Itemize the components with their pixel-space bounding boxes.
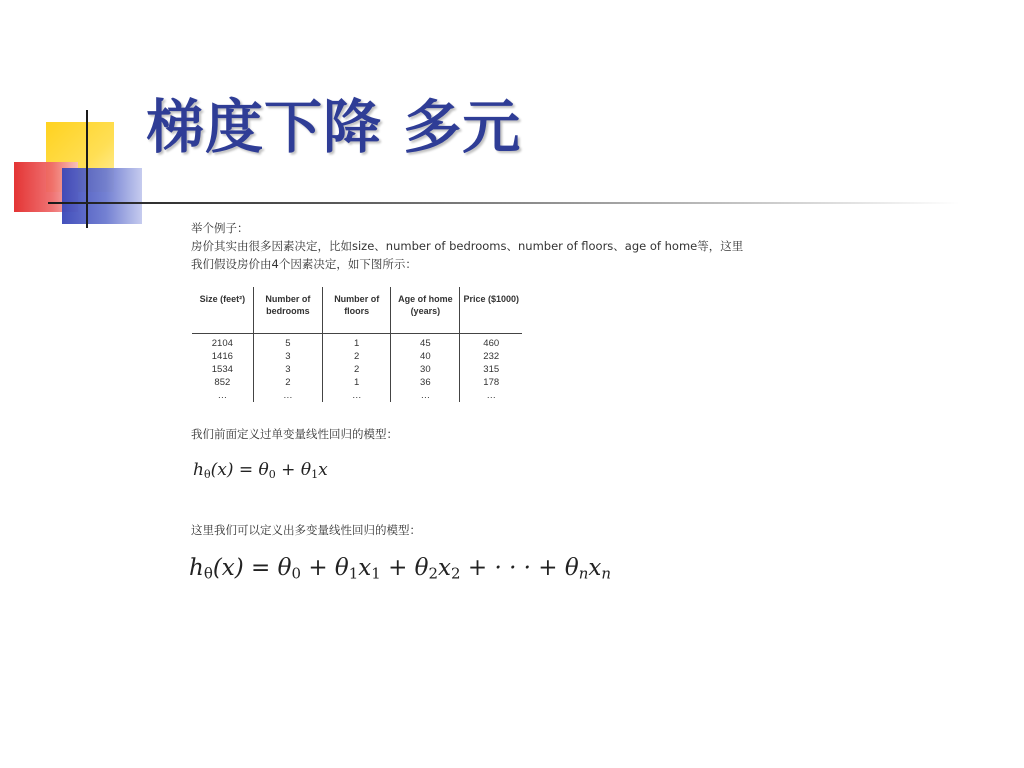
slide-title: 梯度下降 多元: [146, 93, 522, 161]
table-cell: 36: [391, 376, 460, 389]
table-cell: 5: [253, 334, 322, 351]
header-price: Price ($1000): [460, 287, 522, 334]
table-cell: 460: [460, 334, 522, 351]
table-cell: 1416: [211, 351, 233, 362]
table-cell: 3: [253, 363, 322, 376]
header-bedrooms: Number of bedrooms: [253, 287, 322, 334]
table-cell: 178: [460, 376, 522, 389]
single-variable-formula: $h_\theta(x) = \theta_0 + \theta_1x$: [193, 460, 328, 481]
table-cell: 2: [323, 350, 391, 363]
table-cell: 232: [460, 350, 522, 363]
table-cell: 45: [391, 334, 460, 351]
intro-paragraph: [191, 219, 743, 273]
table-row: [192, 389, 522, 402]
table-cell: 1534: [211, 364, 233, 375]
table-cell: 40: [391, 350, 460, 363]
single-model-text: 我们前面定义过单变量线性回归的模型：: [191, 427, 398, 441]
table-cell: 2: [323, 363, 391, 376]
table-cell: 2104: [211, 338, 233, 349]
multi-variable-formula: $h_\theta(x) = \theta_0 + \theta_1x_1 + \theta_2x_2$ + · · · + $\theta_nx_n$: [189, 555, 611, 583]
table-cell: 1: [323, 334, 391, 351]
table-cell: …: [253, 389, 322, 402]
header-size: Size (feet²): [192, 287, 253, 334]
table-cell: 1: [323, 376, 391, 389]
header-age: Age of home (years): [391, 287, 460, 334]
intro-line-3: 我们假设房价由4个因素决定，如下图所示：: [191, 257, 417, 271]
table-cell: 2: [253, 376, 322, 389]
table-row: [192, 363, 522, 376]
table-header-row: [192, 287, 522, 334]
table-cell: 3: [253, 350, 322, 363]
title-underline: [48, 202, 960, 204]
table-cell: …: [217, 390, 228, 401]
decor-blue-square: [62, 168, 142, 224]
decor-vertical-line: [86, 110, 88, 228]
intro-line-2: 房价其实由很多因素决定，比如size、number of bedrooms、number of floors、age of home等，这里: [191, 239, 744, 253]
table-cell: …: [460, 389, 522, 402]
table-cell: …: [391, 389, 460, 402]
intro-line-1: 举个例子：: [191, 221, 249, 235]
table-row: [192, 334, 522, 351]
multi-model-text: 这里我们可以定义出多变量线性回归的模型：: [191, 523, 421, 537]
table-cell: …: [323, 389, 391, 402]
header-floors: Number of floors: [323, 287, 391, 334]
table-cell: 852: [214, 377, 231, 388]
table-row: [192, 376, 522, 389]
housing-data-table: [192, 287, 522, 402]
table-row: [192, 350, 522, 363]
table-cell: 30: [391, 363, 460, 376]
table-cell: 315: [460, 363, 522, 376]
